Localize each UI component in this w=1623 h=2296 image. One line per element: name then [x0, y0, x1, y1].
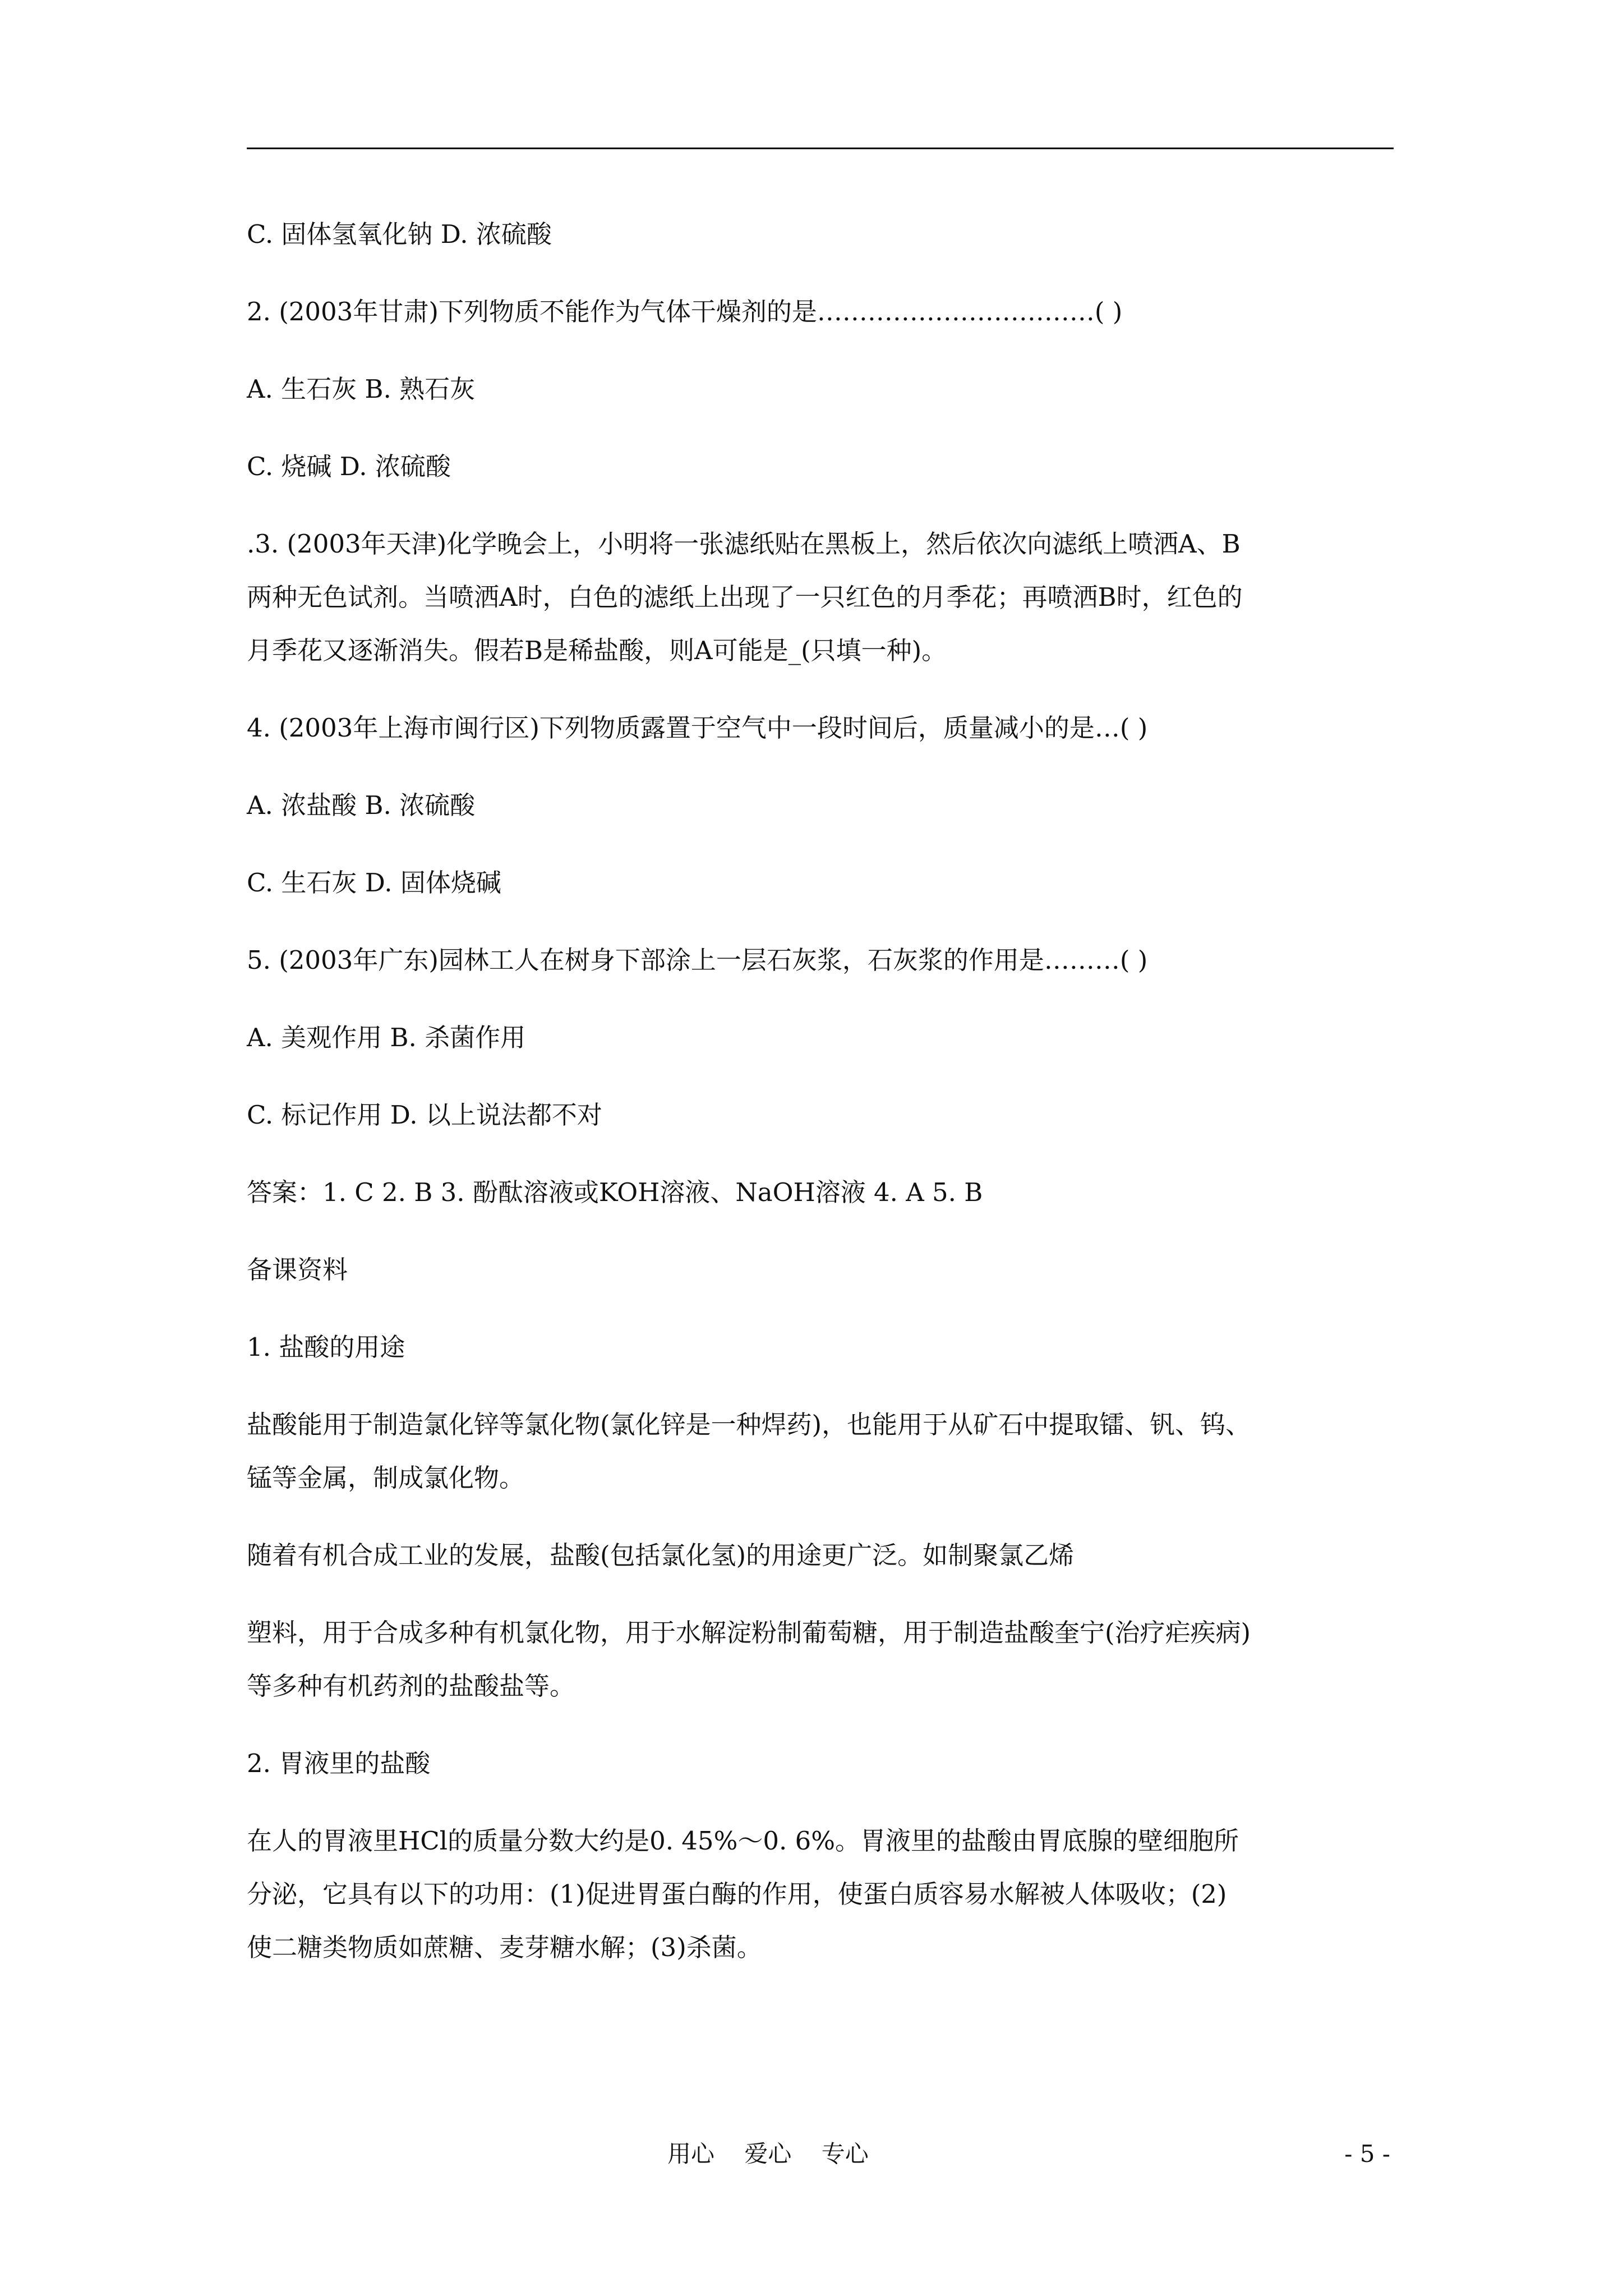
paragraph-line: 塑料，用于合成多种有机氯化物，用于水解淀粉制葡萄糖，用于制造盐酸奎宁(治疗疟疾病)	[247, 1618, 1251, 1648]
paragraph-line: 等多种有机药剂的盐酸盐等。	[247, 1671, 575, 1701]
paragraph-line: 分泌，它具有以下的功用：(1)促进胃蛋白酶的作用，使蛋白质容易水解被人体吸收；(2)	[247, 1879, 1227, 1909]
question-5: 5. (2003年广东)园林工人在树身下部涂上一层石灰浆，石灰浆的作用是………( )	[247, 945, 1148, 975]
text-line: 月季花又逐渐消失。假若B是稀盐酸，则A可能是_(只填一种)。	[247, 636, 947, 665]
text-line: C. 烧碱 D. 浓硫酸	[247, 452, 451, 481]
section-heading: 备课资料	[247, 1255, 348, 1285]
text-line: C. 生石灰 D. 固体烧碱	[247, 868, 501, 898]
paragraph-line: 使二糖类物质如蔗糖、麦芽糖水解；(3)杀菌。	[247, 1932, 762, 1962]
text-line: A. 美观作用 B. 杀菌作用	[247, 1023, 526, 1052]
subsection-heading: 2. 胃液里的盐酸	[247, 1749, 431, 1778]
text-line: A. 浓盐酸 B. 浓硫酸	[247, 790, 476, 820]
subsection-heading: 1. 盐酸的用途	[247, 1332, 405, 1362]
paragraph-line: 锰等金属，制成氯化物。	[247, 1463, 525, 1493]
page-number: - 5 -	[1344, 2140, 1390, 2168]
question-3: .3. (2003年天津)化学晚会上，小明将一张滤纸贴在黑板上，然后依次向滤纸上喷洒A、B	[247, 529, 1241, 559]
text-line: 两种无色试剂。当喷洒A时，白色的滤纸上出现了一只红色的月季花；再喷洒B时，红色的	[247, 582, 1243, 612]
footer-motto: 用心 爱心 专心	[667, 2140, 869, 2168]
text-line: C. 标记作用 D. 以上说法都不对	[247, 1100, 602, 1130]
text-line: A. 生石灰 B. 熟石灰	[247, 374, 476, 404]
paragraph-line: 随着有机合成工业的发展，盐酸(包括氯化氢)的用途更广泛。如制聚氯乙烯	[247, 1540, 1075, 1570]
document-body	[247, 208, 1394, 1974]
paragraph-line: 在人的胃液里HCl的质量分数大约是0. 45%～0. 6%。胃液里的盐酸由胃底腺的壁细胞所	[247, 1826, 1239, 1856]
answer-key: 答案：1. C 2. B 3. 酚酞溶液或KOH溶液、NaOH溶液 4. A 5. B	[247, 1177, 983, 1207]
page-footer	[0, 2132, 1623, 2177]
header-rule	[247, 148, 1394, 149]
question-4: 4. (2003年上海市闽行区)下列物质露置于空气中一段时间后，质量减小的是…( )	[247, 713, 1148, 743]
paragraph-line: 盐酸能用于制造氯化锌等氯化物(氯化锌是一种焊药)，也能用于从矿石中提取镭、钒、钨、	[247, 1410, 1251, 1439]
text-line: C. 固体氢氧化钠 D. 浓硫酸	[247, 219, 552, 249]
question-2: 2. (2003年甘肃)下列物质不能作为气体干燥剂的是……………………………( )	[247, 297, 1123, 326]
